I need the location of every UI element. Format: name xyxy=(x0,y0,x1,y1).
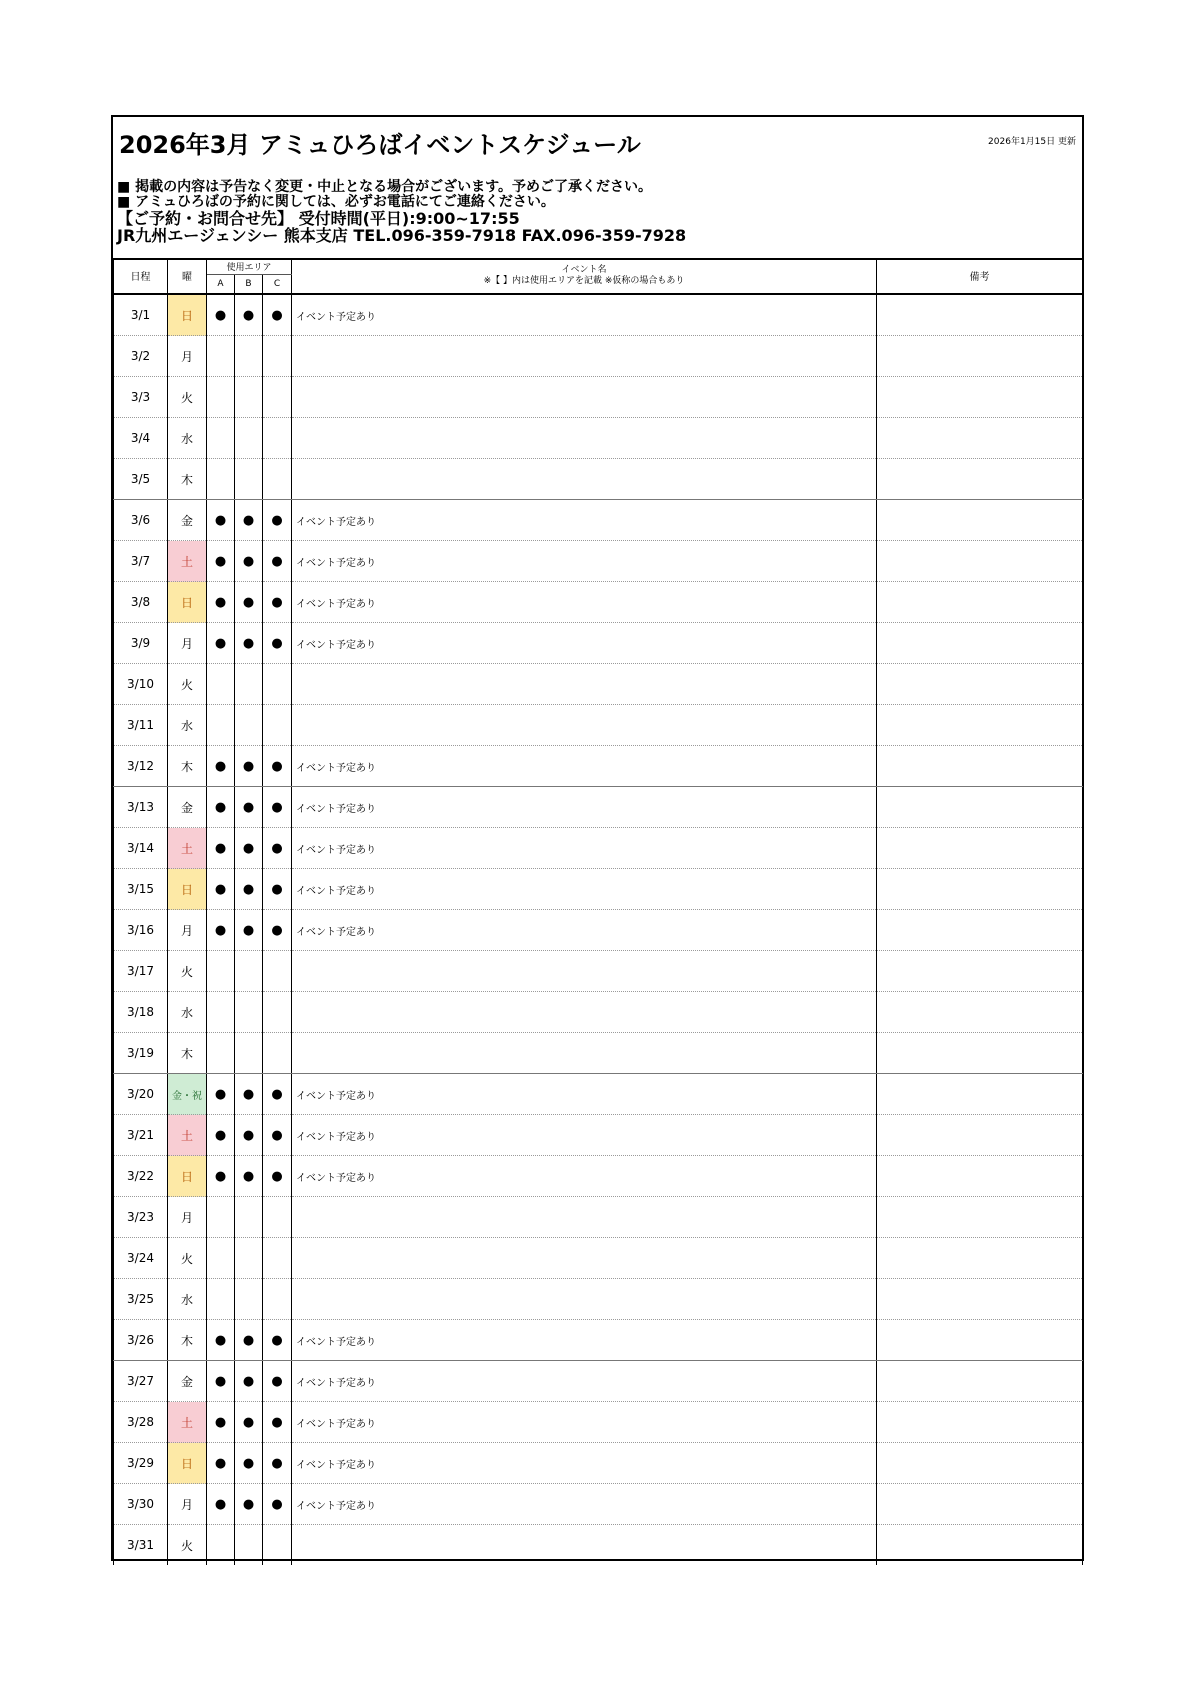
dow-cell: 月 xyxy=(168,1197,207,1238)
date-cell: 3/7 xyxy=(114,541,168,582)
table-row xyxy=(114,664,1083,705)
area-a-cell: ● xyxy=(207,1320,235,1361)
date-cell: 3/24 xyxy=(114,1238,168,1279)
remarks-cell xyxy=(877,1484,1083,1525)
area-b-cell xyxy=(235,1197,263,1238)
area-c-cell xyxy=(263,1279,292,1320)
remarks-cell xyxy=(877,336,1083,377)
date-cell: 3/31 xyxy=(114,1525,168,1566)
area-a-cell: ● xyxy=(207,1115,235,1156)
table-row xyxy=(114,1443,1083,1484)
event-cell xyxy=(292,664,877,705)
remarks-cell xyxy=(877,1402,1083,1443)
event-cell: イベント予定あり xyxy=(292,828,877,869)
area-a-cell: ● xyxy=(207,1484,235,1525)
area-b-cell xyxy=(235,1033,263,1074)
notice-line: ■ 掲載の内容は予告なく変更・中止となる場合がございます。予めご了承ください。 xyxy=(117,179,652,195)
remarks-cell xyxy=(877,746,1083,787)
area-c-cell xyxy=(263,418,292,459)
date-cell: 3/1 xyxy=(114,294,168,336)
event-cell: イベント予定あり xyxy=(292,294,877,336)
area-b-cell xyxy=(235,1279,263,1320)
event-cell xyxy=(292,705,877,746)
dow-cell: 日 xyxy=(168,1156,207,1197)
table-row xyxy=(114,828,1083,869)
event-cell: イベント予定あり xyxy=(292,1115,877,1156)
area-c-cell: ● xyxy=(263,294,292,336)
area-c-cell: ● xyxy=(263,541,292,582)
table-row xyxy=(114,1484,1083,1525)
table-row xyxy=(114,1115,1083,1156)
schedule-table xyxy=(113,258,1083,1565)
table-row xyxy=(114,787,1083,828)
event-cell xyxy=(292,377,877,418)
event-cell: イベント予定あり xyxy=(292,869,877,910)
date-cell: 3/3 xyxy=(114,377,168,418)
date-cell: 3/2 xyxy=(114,336,168,377)
remarks-column-header: 備考 xyxy=(877,258,1083,294)
dow-cell: 水 xyxy=(168,1279,207,1320)
event-cell: イベント予定あり xyxy=(292,910,877,951)
event-cell xyxy=(292,1033,877,1074)
remarks-cell xyxy=(877,910,1083,951)
date-cell: 3/12 xyxy=(114,746,168,787)
date-cell: 3/28 xyxy=(114,1402,168,1443)
dow-cell: 火 xyxy=(168,664,207,705)
area-a-cell xyxy=(207,377,235,418)
area-c-cell: ● xyxy=(263,623,292,664)
table-row xyxy=(114,1074,1083,1115)
date-cell: 3/6 xyxy=(114,500,168,541)
event-header-note: ※【 】内は使用エリアを記載 ※仮称の場合もあり xyxy=(483,275,685,286)
remarks-cell xyxy=(877,1033,1083,1074)
dow-cell: 木 xyxy=(168,459,207,500)
remarks-cell xyxy=(877,418,1083,459)
area-a-cell: ● xyxy=(207,746,235,787)
table-row xyxy=(114,582,1083,623)
area-a-cell xyxy=(207,1033,235,1074)
area-a-cell: ● xyxy=(207,1402,235,1443)
date-cell: 3/15 xyxy=(114,869,168,910)
event-cell: イベント予定あり xyxy=(292,1443,877,1484)
table-row xyxy=(114,1033,1083,1074)
dow-cell: 水 xyxy=(168,705,207,746)
remarks-cell xyxy=(877,1525,1083,1566)
remarks-cell xyxy=(877,1115,1083,1156)
date-cell: 3/11 xyxy=(114,705,168,746)
dow-cell: 日 xyxy=(168,869,207,910)
table-row xyxy=(114,1238,1083,1279)
remarks-cell xyxy=(877,1156,1083,1197)
event-cell: イベント予定あり xyxy=(292,746,877,787)
area-a-cell: ● xyxy=(207,1361,235,1402)
remarks-cell xyxy=(877,1238,1083,1279)
event-cell: イベント予定あり xyxy=(292,1484,877,1525)
dow-cell: 土 xyxy=(168,1115,207,1156)
area-b-cell xyxy=(235,418,263,459)
area-c-cell: ● xyxy=(263,500,292,541)
area-a-cell xyxy=(207,1197,235,1238)
dow-cell: 火 xyxy=(168,1238,207,1279)
area-a-cell xyxy=(207,992,235,1033)
date-cell: 3/14 xyxy=(114,828,168,869)
dow-cell: 月 xyxy=(168,336,207,377)
area-b-cell: ● xyxy=(235,1320,263,1361)
area-b-cell: ● xyxy=(235,787,263,828)
area-b-cell: ● xyxy=(235,746,263,787)
date-cell: 3/5 xyxy=(114,459,168,500)
schedule-rows xyxy=(114,294,1083,1565)
date-cell: 3/10 xyxy=(114,664,168,705)
area-a-header: A xyxy=(207,275,235,295)
area-c-header: C xyxy=(263,275,292,295)
dow-cell: 日 xyxy=(168,294,207,336)
table-row xyxy=(114,377,1083,418)
table-row xyxy=(114,705,1083,746)
schedule-header xyxy=(113,117,1082,260)
event-cell: イベント予定あり xyxy=(292,1320,877,1361)
table-row xyxy=(114,992,1083,1033)
area-b-cell: ● xyxy=(235,623,263,664)
event-cell xyxy=(292,336,877,377)
area-a-cell xyxy=(207,951,235,992)
remarks-cell xyxy=(877,294,1083,336)
table-row xyxy=(114,623,1083,664)
area-b-cell xyxy=(235,459,263,500)
dow-cell: 月 xyxy=(168,623,207,664)
area-c-cell: ● xyxy=(263,1115,292,1156)
area-c-cell: ● xyxy=(263,1074,292,1115)
area-a-cell: ● xyxy=(207,582,235,623)
area-a-cell xyxy=(207,336,235,377)
table-row xyxy=(114,1402,1083,1443)
table-row xyxy=(114,1156,1083,1197)
event-cell: イベント予定あり xyxy=(292,787,877,828)
event-cell: イベント予定あり xyxy=(292,1361,877,1402)
area-a-cell: ● xyxy=(207,500,235,541)
area-c-cell: ● xyxy=(263,1361,292,1402)
date-cell: 3/23 xyxy=(114,1197,168,1238)
area-a-cell xyxy=(207,418,235,459)
area-c-cell xyxy=(263,1033,292,1074)
remarks-cell xyxy=(877,1197,1083,1238)
dow-cell: 土 xyxy=(168,541,207,582)
remarks-cell xyxy=(877,1361,1083,1402)
remarks-cell xyxy=(877,1279,1083,1320)
dow-cell: 水 xyxy=(168,418,207,459)
area-c-cell: ● xyxy=(263,746,292,787)
area-b-cell xyxy=(235,705,263,746)
notice-block xyxy=(117,180,686,244)
area-b-cell xyxy=(235,951,263,992)
event-cell xyxy=(292,1238,877,1279)
date-cell: 3/18 xyxy=(114,992,168,1033)
dow-cell: 木 xyxy=(168,1320,207,1361)
area-c-cell: ● xyxy=(263,787,292,828)
dow-cell: 火 xyxy=(168,377,207,418)
area-b-header: B xyxy=(235,275,263,295)
area-a-cell: ● xyxy=(207,869,235,910)
dow-cell: 木 xyxy=(168,746,207,787)
remarks-cell xyxy=(877,377,1083,418)
area-c-cell xyxy=(263,664,292,705)
area-c-cell: ● xyxy=(263,582,292,623)
remarks-cell xyxy=(877,951,1083,992)
table-row xyxy=(114,418,1083,459)
table-row xyxy=(114,869,1083,910)
area-a-cell: ● xyxy=(207,1074,235,1115)
area-c-cell: ● xyxy=(263,1484,292,1525)
area-b-cell: ● xyxy=(235,910,263,951)
dow-cell: 土 xyxy=(168,1402,207,1443)
date-cell: 3/27 xyxy=(114,1361,168,1402)
dow-cell: 月 xyxy=(168,1484,207,1525)
event-cell: イベント予定あり xyxy=(292,623,877,664)
area-c-cell: ● xyxy=(263,910,292,951)
dow-cell: 日 xyxy=(168,582,207,623)
area-a-cell: ● xyxy=(207,541,235,582)
date-cell: 3/25 xyxy=(114,1279,168,1320)
date-cell: 3/20 xyxy=(114,1074,168,1115)
contact-info: JR九州エージェンシー 熊本支店 TEL.096-359-7918 FAX.096-359-7928 xyxy=(117,226,687,245)
area-b-cell: ● xyxy=(235,1156,263,1197)
remarks-cell xyxy=(877,1074,1083,1115)
table-row xyxy=(114,1525,1083,1566)
remarks-cell xyxy=(877,869,1083,910)
date-cell: 3/13 xyxy=(114,787,168,828)
area-b-cell xyxy=(235,1238,263,1279)
table-row xyxy=(114,336,1083,377)
area-b-cell xyxy=(235,336,263,377)
dow-cell: 金・祝 xyxy=(168,1074,207,1115)
dow-cell: 木 xyxy=(168,1033,207,1074)
event-cell xyxy=(292,418,877,459)
area-a-cell: ● xyxy=(207,787,235,828)
area-b-cell: ● xyxy=(235,1361,263,1402)
dow-cell: 日 xyxy=(168,1443,207,1484)
area-a-cell: ● xyxy=(207,828,235,869)
dow-cell: 月 xyxy=(168,910,207,951)
date-cell: 3/26 xyxy=(114,1320,168,1361)
event-cell: イベント予定あり xyxy=(292,541,877,582)
table-row xyxy=(114,951,1083,992)
area-c-cell: ● xyxy=(263,1320,292,1361)
area-c-cell xyxy=(263,1197,292,1238)
date-column-header: 日程 xyxy=(114,258,168,294)
table-row xyxy=(114,294,1083,336)
date-cell: 3/4 xyxy=(114,418,168,459)
area-b-cell: ● xyxy=(235,541,263,582)
date-cell: 3/19 xyxy=(114,1033,168,1074)
date-cell: 3/29 xyxy=(114,1443,168,1484)
area-a-cell: ● xyxy=(207,294,235,336)
remarks-cell xyxy=(877,1443,1083,1484)
remarks-cell xyxy=(877,623,1083,664)
dow-cell: 金 xyxy=(168,787,207,828)
remarks-cell xyxy=(877,705,1083,746)
updated-date: 2026年1月15日 更新 xyxy=(988,137,1076,147)
dow-cell: 火 xyxy=(168,951,207,992)
date-cell: 3/30 xyxy=(114,1484,168,1525)
area-c-cell: ● xyxy=(263,1443,292,1484)
table-row xyxy=(114,910,1083,951)
remarks-cell xyxy=(877,459,1083,500)
area-a-cell xyxy=(207,1238,235,1279)
notice-line: ■ アミュひろばの予約に関しては、必ずお電話にてご連絡ください。 xyxy=(117,194,555,210)
table-row xyxy=(114,1361,1083,1402)
area-b-cell: ● xyxy=(235,294,263,336)
area-c-cell xyxy=(263,992,292,1033)
area-b-cell: ● xyxy=(235,1484,263,1525)
event-cell xyxy=(292,459,877,500)
date-cell: 3/21 xyxy=(114,1115,168,1156)
schedule-sheet xyxy=(111,115,1084,1561)
event-cell xyxy=(292,1279,877,1320)
area-c-cell: ● xyxy=(263,828,292,869)
event-header-label: イベント名 xyxy=(561,264,607,275)
date-cell: 3/17 xyxy=(114,951,168,992)
area-c-cell xyxy=(263,1525,292,1566)
area-a-cell xyxy=(207,1525,235,1566)
remarks-cell xyxy=(877,992,1083,1033)
area-a-cell xyxy=(207,705,235,746)
table-row xyxy=(114,1279,1083,1320)
remarks-cell xyxy=(877,541,1083,582)
event-column-header xyxy=(292,258,877,294)
area-a-cell xyxy=(207,1279,235,1320)
date-cell: 3/9 xyxy=(114,623,168,664)
contact-hours: 【ご予約・お問合せ先】 受付時間(平日):9:00~17:55 xyxy=(117,209,520,228)
date-cell: 3/8 xyxy=(114,582,168,623)
dow-cell: 土 xyxy=(168,828,207,869)
area-c-cell: ● xyxy=(263,869,292,910)
area-c-cell xyxy=(263,377,292,418)
area-c-cell: ● xyxy=(263,1402,292,1443)
table-row xyxy=(114,1320,1083,1361)
area-b-cell: ● xyxy=(235,1074,263,1115)
area-b-cell: ● xyxy=(235,828,263,869)
event-cell: イベント予定あり xyxy=(292,1156,877,1197)
area-b-cell xyxy=(235,1525,263,1566)
table-row xyxy=(114,459,1083,500)
event-cell: イベント予定あり xyxy=(292,1402,877,1443)
area-a-cell xyxy=(207,459,235,500)
remarks-cell xyxy=(877,828,1083,869)
event-cell: イベント予定あり xyxy=(292,1074,877,1115)
area-b-cell: ● xyxy=(235,1443,263,1484)
remarks-cell xyxy=(877,664,1083,705)
area-b-cell: ● xyxy=(235,582,263,623)
remarks-cell xyxy=(877,582,1083,623)
area-b-cell: ● xyxy=(235,1402,263,1443)
dow-cell: 金 xyxy=(168,1361,207,1402)
remarks-cell xyxy=(877,1320,1083,1361)
area-b-cell xyxy=(235,992,263,1033)
table-row xyxy=(114,541,1083,582)
table-row xyxy=(114,746,1083,787)
date-cell: 3/22 xyxy=(114,1156,168,1197)
event-cell xyxy=(292,951,877,992)
area-c-cell xyxy=(263,336,292,377)
area-a-cell: ● xyxy=(207,623,235,664)
remarks-cell xyxy=(877,787,1083,828)
event-cell: イベント予定あり xyxy=(292,582,877,623)
area-c-cell: ● xyxy=(263,1156,292,1197)
area-a-cell: ● xyxy=(207,910,235,951)
page-title: 2026年3月 アミュひろばイベントスケジュール xyxy=(119,131,641,159)
area-b-cell: ● xyxy=(235,1115,263,1156)
dow-cell: 金 xyxy=(168,500,207,541)
event-cell xyxy=(292,1525,877,1566)
area-a-cell: ● xyxy=(207,1156,235,1197)
dow-cell: 水 xyxy=(168,992,207,1033)
remarks-cell xyxy=(877,500,1083,541)
date-cell: 3/16 xyxy=(114,910,168,951)
table-row xyxy=(114,1197,1083,1238)
event-cell: イベント予定あり xyxy=(292,500,877,541)
area-a-cell xyxy=(207,664,235,705)
area-a-cell: ● xyxy=(207,1443,235,1484)
area-c-cell xyxy=(263,1238,292,1279)
table-row xyxy=(114,500,1083,541)
area-b-cell: ● xyxy=(235,869,263,910)
dow-cell: 火 xyxy=(168,1525,207,1566)
area-c-cell xyxy=(263,459,292,500)
area-b-cell xyxy=(235,377,263,418)
dow-column-header: 曜 xyxy=(168,258,207,294)
area-c-cell xyxy=(263,705,292,746)
area-b-cell xyxy=(235,664,263,705)
event-cell xyxy=(292,1197,877,1238)
area-c-cell xyxy=(263,951,292,992)
area-column-header: 使用エリア xyxy=(207,258,292,275)
area-b-cell: ● xyxy=(235,500,263,541)
event-cell xyxy=(292,992,877,1033)
